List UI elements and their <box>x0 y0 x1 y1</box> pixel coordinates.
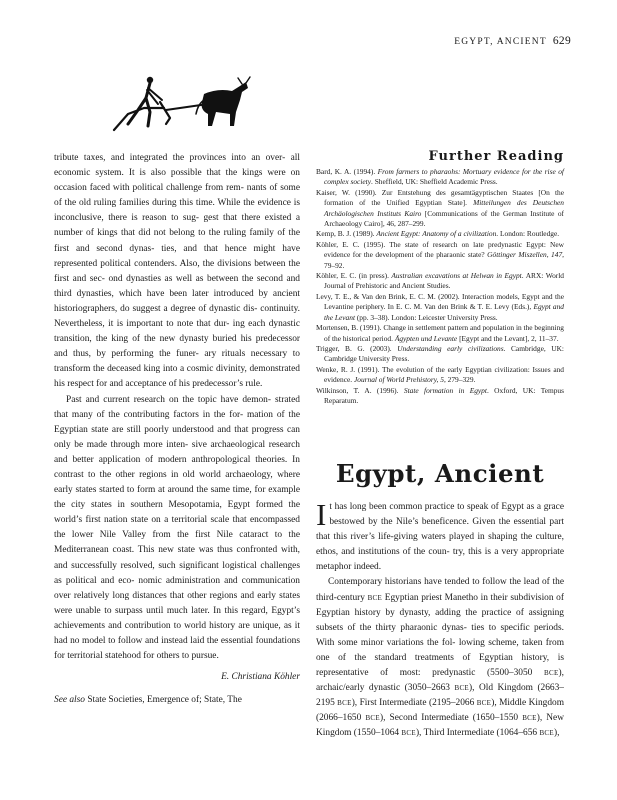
running-title: EGYPT, ANCIENT <box>454 37 547 47</box>
page-number: 629 <box>552 35 571 47</box>
plowman-with-ox-drawing <box>108 74 254 134</box>
reference-item: Bard, K. A. (1994). From farmers to pharaohs: Mortuary evidence for the rise of complex society. Sheffield, UK: Sheffield Academic Press. <box>316 167 564 187</box>
reference-item: Trigger, B. G. (2003). Understanding early civilizations. Cambridge, UK: Cambridge University Press. <box>316 343 564 364</box>
see-also <box>54 693 300 708</box>
entry-paragraph: Contemporary historians have tended to follow the lead of the third-century BCE Egyptian priest Manetho in their subdivision of Egyptian history by dynasty, adding the practice of assigning subsets of the thirty pharaonic dynas- ties to specific periods. With some minor variations the fol- lowing scheme, taken from one of the standard treatments of Egyptian history, is representative of most: predynastic (5500–3050 BCE), archaic/early dynastic (3050–2663 BCE), Old Kingdom (2663–2195 BCE), First Intermediate (2195–2066 BCE), Middle Kingdom (2066–1650 BCE), Second Intermediate (1650–1550 BCE), New Kingdom (1550–1064 BCE), Third Intermediate (1064–656 BCE), <box>316 577 564 739</box>
reference-item: Kaiser, W. (1990). Zur Entstehung des gesamtägyptischen Staates [On the formation of the Unified Egyptian State]. Mitteilungen des Deutschen Archäologischen Instituts Kairo [Communications of the German Institute of Archaeology Cairo], 46, 287–299. <box>316 187 564 229</box>
article-author: E. Christiana Köhler <box>221 672 300 683</box>
reference-item: Köhler, E. C. (1995). The state of research on late predynastic Egypt: New evidence for the development of the pharaonic state? Göttinger Miszellen, 147, 79–92. <box>316 239 564 270</box>
further-reading-heading: Further Reading <box>428 149 564 164</box>
left-column <box>54 151 300 708</box>
running-header <box>454 35 571 47</box>
further-reading-section <box>316 149 564 406</box>
reference-item: Wenke, R. J. (1991). The evolution of the early Egyptian civilization: Issues and evidence. Journal of World Prehistory, 5, 279–329. <box>316 364 564 385</box>
drop-cap: I <box>316 497 327 532</box>
body-paragraph: Past and current research on the topic have demon- strated that many of the contributing factors in the for- mation of the Egyptian state are still poorly understood and that progress can only be made through more inten- sive archaeological research and better application of modern anthropological theories. In contrast to the other regions in old world archaeology, where early states started to form at around the same time, for example the city states in southern Mesopotamia, Egypt formed the world’s first nation state on a territorial scale that encompassed the lower Nile Valley from the first Nile cataract to the Mediterranean coast. This new state was thus confronted with, and successfully resolved, such significant logistical challenges as political and eco- nomic administration and communication over relatively long distances that other regions and early states were unable to surpass until much later. In this regard, Egypt’s achievements and contribution to world history are unique, as it had no model to follow and instead laid the essential foundations for territorial statehood for others to pursue. <box>54 394 300 662</box>
see-also-text: State Societies, Emergence of; State, The <box>87 695 242 706</box>
see-also-label: See also <box>54 695 85 706</box>
entry-section <box>316 459 564 742</box>
reference-item: Köhler, E. C. (in press). Australian excavations at Helwan in Egypt. ARX: World Journal of Prehistoric and Ancient Studies. <box>316 271 564 291</box>
reference-item: Mortensen, B. (1991). Change in settlement pattern and population in the beginning of the historical period. Ägypten und Levante [Egypt and the Levant], 2, 11–37. <box>316 323 564 343</box>
reference-item: Levy, T. E., & Van den Brink, E. C. M. (2002). Interaction models, Egypt and the Levantine periphery. In E. C. M. Van den Brink & T. E. Levy (Eds.), Egypt and the Levant (pp. 3–38). London: Leicester University Press. <box>316 291 564 322</box>
body-paragraph: tribute taxes, and integrated the provinces into an over- all economic system. It is also possible that the kings were on occasion faced with political challenge from rem- nants of some of the old ruling families during this time. While the evidence is inconclusive, there is reason to sug- gest that there existed a number of kings that did not belong to the ruling family of the first and second dynas- ties, and that hence might have represented political contenders. Also, the divisions between the first and sec- ond dynasties as well as between the second and third dynasties, which have been later introduced by ancient historiographers, do suggest a degree of dynastic dis- continuity. Nevertheless, it is important to note that dur- ing each dynastic transition, the king of the new dynasty buried his predecessor and thus, by performing the funer- ary rituals necessary to transform the deceased king into a cosmic divinity, demonstrated his respect for and acceptance of his predecessor’s rule. <box>54 153 300 390</box>
entry-title: Egypt, Ancient <box>335 459 545 488</box>
reference-item: Kemp, B. J. (1989). Ancient Egypt: Anatomy of a civilization. London: Routledge. <box>316 229 560 239</box>
entry-paragraph: It has long been common practice to speak of Egypt as a grace bestowed by the Nile’s beneficence. Given the essential part that this river’s life-giving waters played in shaping the culture, ethos, and institutions of the coun- try, this is a very appropriate metaphor indeed. <box>316 497 564 573</box>
reference-list <box>316 167 564 406</box>
reference-item: Wilkinson, T. A. (1996). State formation in Egypt. Oxford, UK: Tempus Reparatum. <box>316 385 564 405</box>
